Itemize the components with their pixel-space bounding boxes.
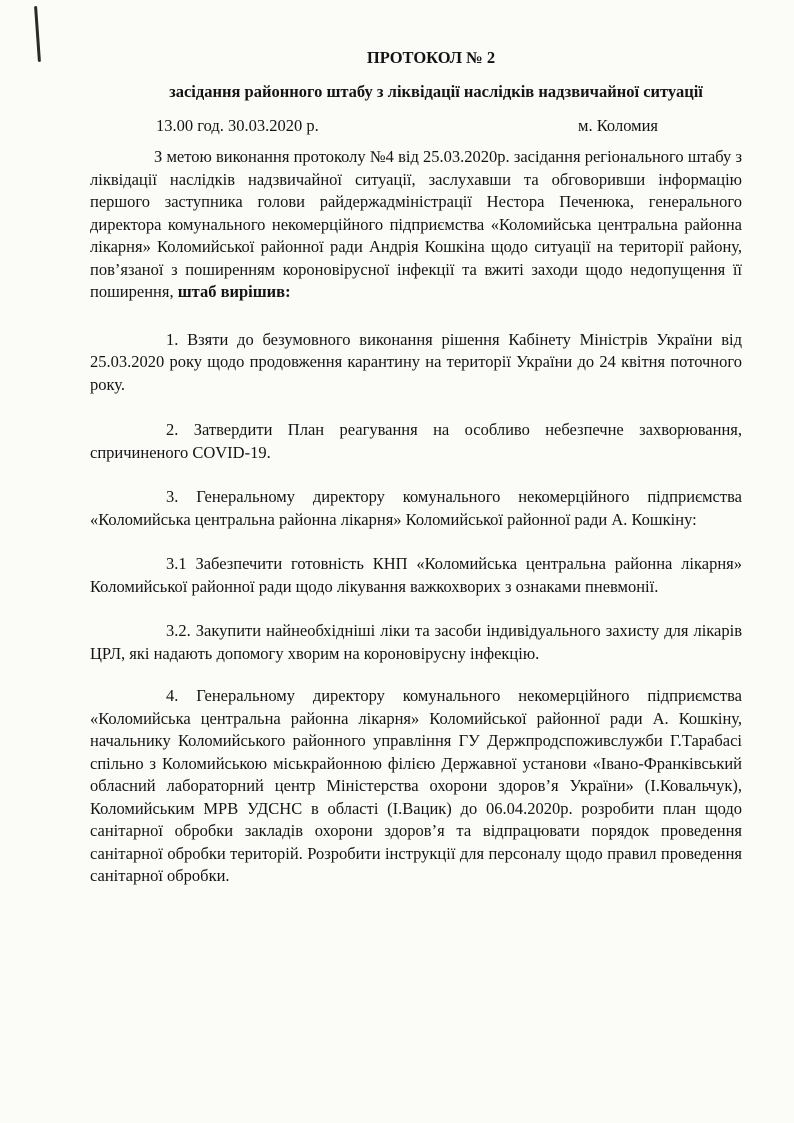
item-3: 3. Генеральному директору комунального некомерційного підприємства «Коломийська центральна районна лікарня» Коломийської районної ради А. Кошкіну: [90, 487, 742, 529]
intro-paragraph [90, 146, 742, 304]
item-3-2: 3.2. Закупити найнеобхідніші ліки та засоби індивідуального захисту для лікарів ЦРЛ, які надають допомогу хворим на короновірусну інфекцію. [90, 621, 742, 663]
meeting-meta [90, 116, 742, 138]
document-title: ПРОТОКОЛ № 2 [366, 48, 496, 67]
document-subtitle: засідання районного штабу з ліквідації наслідків надзвичайної ситуації [169, 82, 703, 101]
meeting-place: м. Коломия [578, 116, 658, 135]
item-1: 1. Взяти до безумовного виконання рішення Кабінету Міністрів України від 25.03.2020 року щодо продовження карантину на території України до 24 квітня поточного року. [90, 329, 742, 394]
resolved-text: штаб вирішив: [177, 282, 291, 301]
item-4: 4. Генеральному директору комунального некомерційного підприємства «Коломийська центральна районна лікарня» Коломийської районної ради А. Кошкіну, начальнику Коломийського районного управління ГУ Держпродспоживслужби Г.Тарабасі спільно з Коломийською міськрайонною філією Державної установи «Івано-Франківський обласний лабораторний центр Міністерства охорони здоров’я України» (І.Ковальчук), Коломийським МРВ УДСНС в області (І.Вацик) до 06.04.2020р. розробити план щодо санітарної обробки закладів охорони здоров’я та відпрацювати порядок проведення санітарної обробки територій. Розробити інструкції для персоналу щодо правил проведення санітарної обробки. [90, 686, 742, 885]
item-3-1: 3.1 Забезпечити готовність КНП «Коломийська центральна районна лікарня» Коломийської районної ради щодо лікування важкохворих з ознаками пневмонії. [90, 554, 742, 596]
scan-pen-mark [34, 6, 41, 62]
document-page [90, 48, 742, 888]
item-2: 2. Затвердити План реагування на особливо небезпечне захворювання, спричиненого COVID-19. [90, 420, 742, 462]
meeting-time: 13.00 год. 30.03.2020 р. [156, 116, 319, 135]
intro-text: З метою виконання протоколу №4 від 25.03.2020р. засідання регіонального штабу з ліквідації наслідків надзвичайної ситуації, заслухавши та обговоривши інформацію першого заступника голови райдержадміністрації Нестора Печенюка, генерального директора комунального некомерційного підприємства «Коломийська центральна районна лікарня» Коломийської районної ради Андрія Кошкіна щодо ситуації на території району, пов’язаної з поширенням короновірусної інфекції та вжиті заходи щодо недопущення її поширення, [90, 147, 742, 301]
